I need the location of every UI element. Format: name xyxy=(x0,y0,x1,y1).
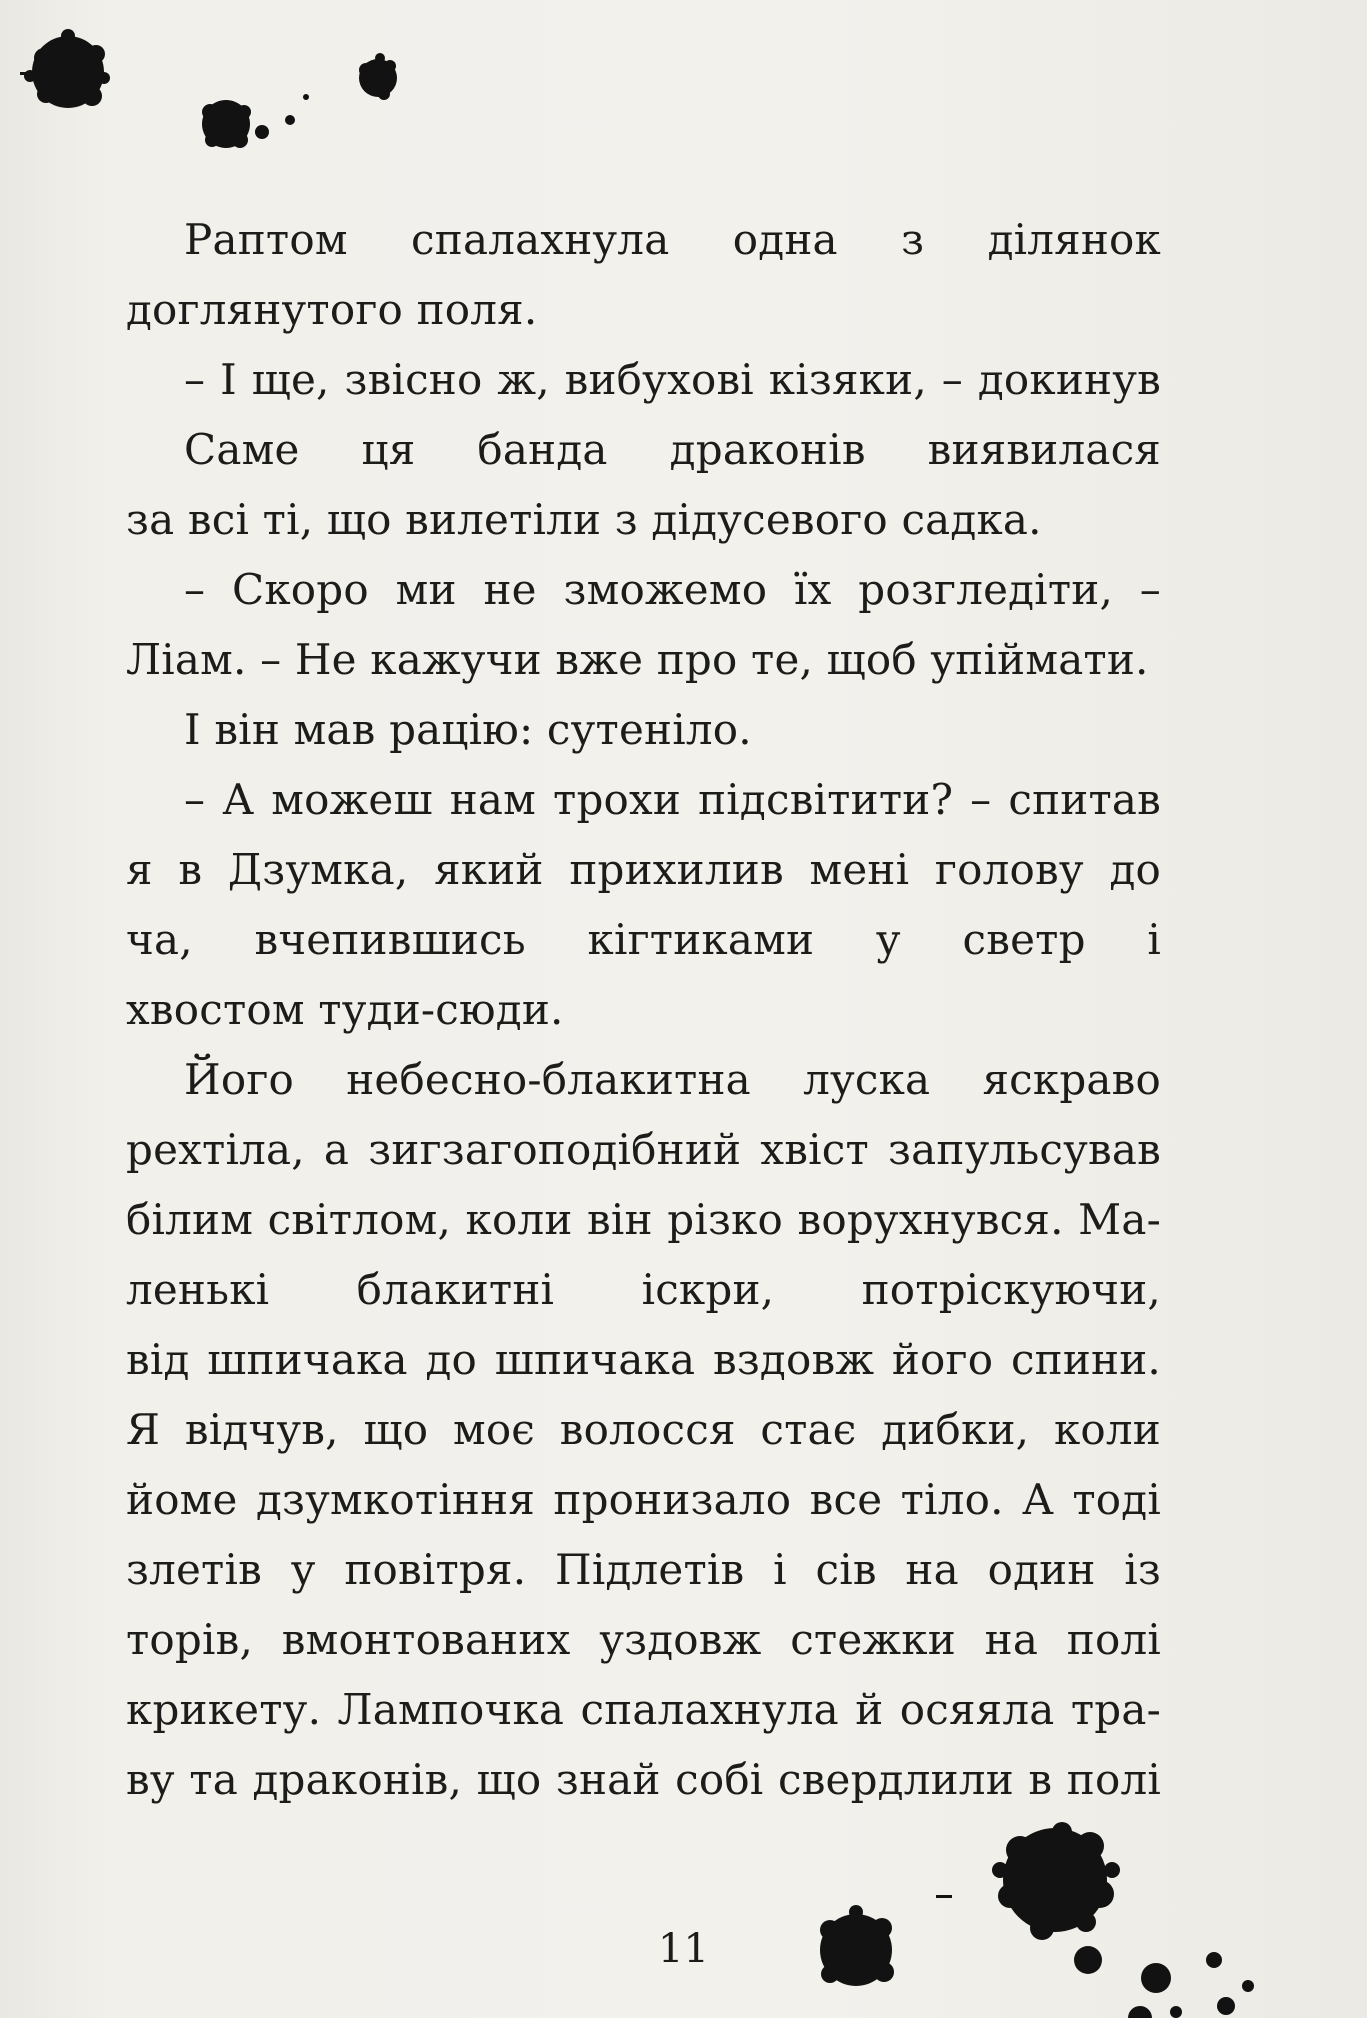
text-line: доглянутого поля. xyxy=(126,285,538,334)
text-line: – А можеш нам трохи підсвітити? – спитав xyxy=(184,775,1161,824)
text-line: ленькі блакитні іскри, потріскуючи, xyxy=(126,1265,1161,1314)
text-line: Ліам. – Не кажучи вже про те, щоб упіймати. xyxy=(126,635,1149,684)
page-number: 11 xyxy=(658,1926,709,1972)
text-line: я в Дзумка, який прихилив мені голову до xyxy=(126,845,1161,894)
text-line: Я відчув, що моє волосся стає дибки, коли xyxy=(126,1405,1161,1454)
ink-blot-icon xyxy=(202,94,309,148)
text-line: крикету. Лампочка спалахнула й осяяла тра- xyxy=(126,1685,1161,1734)
text-line: Саме ця банда драконів виявилася xyxy=(184,425,1161,474)
text-line: – Скоро ми не зможемо їх розгледіти, – xyxy=(184,565,1161,614)
text-line: Раптом спалахнула одна з ділянок xyxy=(184,215,1161,264)
text-line: за всі ті, що вилетіли з дідусевого садка. xyxy=(126,495,1042,544)
text-line: йоме дзумкотіння пронизало все тіло. А тоді xyxy=(126,1475,1161,1524)
ink-blot-icon xyxy=(20,29,110,108)
text-line: – І ще, звісно ж, вибухові кізяки, – докинув xyxy=(184,355,1161,404)
text-line: від шпичака до шпичака вздовж його спини. xyxy=(126,1335,1161,1384)
text-line: торів, вмонтованих уздовж стежки на полі xyxy=(126,1615,1161,1664)
text-line: ву та драконів, що знай собі свердлили в полі xyxy=(126,1755,1161,1804)
ink-blot-icon xyxy=(936,1822,1120,1940)
text-line: ча, вчепившись кігтиками у светр і xyxy=(126,915,1161,964)
text-line: Його небесно-блакитна луска яскраво xyxy=(184,1055,1161,1104)
text-line: білим світлом, коли він різко ворухнувся. Ма- xyxy=(126,1195,1161,1244)
text-line: хвостом туди-сюди. xyxy=(126,985,564,1034)
page-body-text xyxy=(126,205,1161,1815)
text-line: І він мав рацію: сутеніло. xyxy=(184,705,752,754)
text-line: злетів у повітря. Підлетів і сів на один із xyxy=(126,1545,1161,1594)
text-line: рехтіла, а зигзагоподібний хвіст запульсував xyxy=(126,1125,1161,1174)
ink-blot-icon xyxy=(359,53,397,100)
